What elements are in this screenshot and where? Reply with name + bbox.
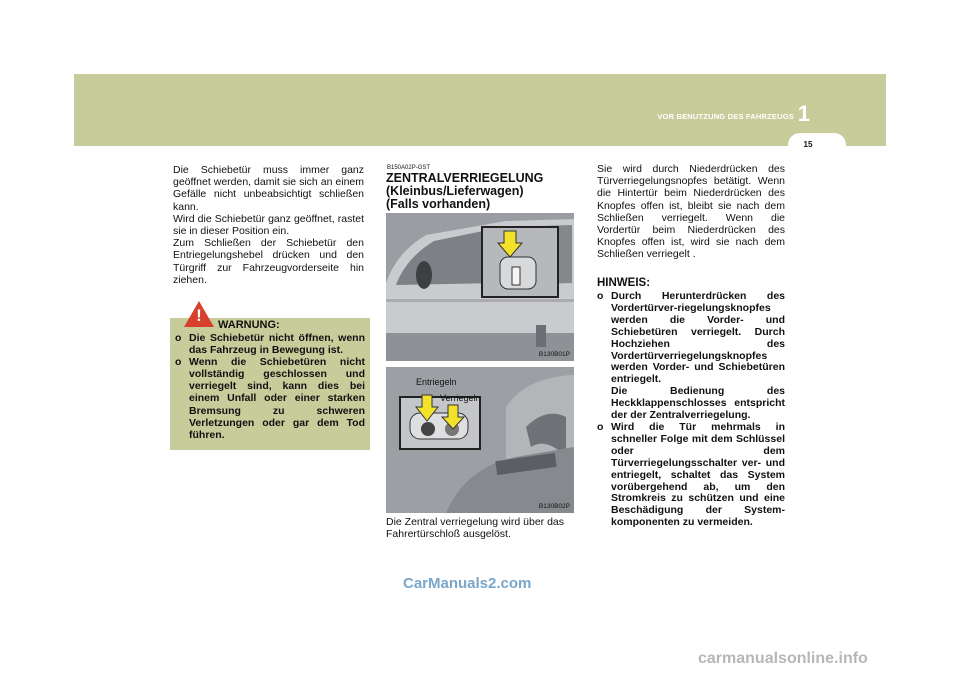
door-panel-illustration [386,367,574,513]
note-item-text: Durch Herunterdrücken des Vordertürver-riegelungsknopfes werden die Vorder- und Schiebetüren verriegelt. Durch Hochziehen des Vordertürverriegelungsknopfes werden Vorder- und Schiebetüren entriegelt. [611,290,785,386]
chapter-number: 1 [797,101,810,126]
section-heading [386,172,586,212]
list-item [597,422,785,529]
paragraph: Zum Schließen der Schiebetür den Entriegelungshebel drücken und den Türgriff zur Fahrzeugvorderseite hin ziehen. [173,237,364,286]
bullet-marker: o [175,332,182,344]
watermark-link[interactable]: carmanualsonline.info [698,650,868,667]
exclamation-icon: ! [196,306,202,325]
heading-line: (Kleinbus/Lieferwagen) [386,184,524,199]
van-illustration [386,213,574,361]
figure-code: B130B01P [538,351,570,358]
bullet-marker: o [175,356,182,369]
paragraph: Sie wird durch Niederdrücken des Türverriegelungsnopfes betätigt. Wenn die Hintertür beim Niederdrücken des Knopfes offen ist, bleibt sie nach dem Schließen verriegelt. Wenn die Vordertür beim Niederdrücken des Knopfes offen ist, wird sie nach dem Schließen verriegelt . [597,163,785,261]
section-code: B150A02P-GST [387,165,431,171]
heading-line: ZENTRALVERRIEGELUNG [386,171,544,185]
note-title: HINWEIS: [597,277,651,289]
callout-unlock: Entriegeln [416,377,457,387]
paragraph: Die Schiebetür muss immer ganz geöffnet werden, damit sie sich an einem Gefälle nicht unbeabsichtigt schließen kann. [173,164,364,213]
paragraph: Wird die Schiebetür ganz geöffnet, rastet sie in dieser Position ein. [173,212,364,238]
list-item [175,332,365,356]
central-lock-text [597,163,785,261]
bullet-marker: o [597,290,604,302]
page-number: 15 [803,140,813,149]
warning-list [175,332,365,441]
list-item [597,291,785,422]
note-list [597,291,785,529]
warning-item-text: Die Schiebetür nicht öffnen, wenn das Fahrzeug in Bewegung ist. [189,332,365,357]
bullet-marker: o [597,420,604,433]
section-title: VOR BENUTZUNG DES FAHRZEUGS [657,112,794,121]
warning-title: WARNUNG: [218,319,280,331]
figure-van-door-lock [386,213,574,361]
watermark-link[interactable]: CarManuals2.com [403,575,532,592]
heading-line: (Falls vorhanden) [386,197,491,212]
note-item-text: Wird die Tür mehrmals in schneller Folge mit dem Schlüssel oder dem Türverriegelungsschalter ver- und entriegelt, schaltet das System vorübergehend ab, um den Stromkreis zu schützen und eine Beschädigung der System-komponenten zu vermeiden. [611,420,785,529]
warning-item-text: Wenn die Schiebetüren nicht vollständig geschlossen und verriegelt sind, kann dies bei einem Unfall oder einer starken Bremsung zu schweren Verletzungen oder gar dem Tod führen. [189,356,365,441]
figure-caption: Die Zentral verriegelung wird über das Fahrertürschloß ausgelöst. [386,516,565,541]
callout-lock: Verriegeln [440,393,481,403]
figure-code: B130B02P [538,503,570,510]
header-band [74,74,886,146]
note-item-text: Die Bedienung des Heckklappenschlosses entspricht der der Zentralverriegelung. [611,385,785,422]
list-item [175,356,365,441]
figure-lock-switch [386,367,574,513]
intro-text [173,164,364,286]
